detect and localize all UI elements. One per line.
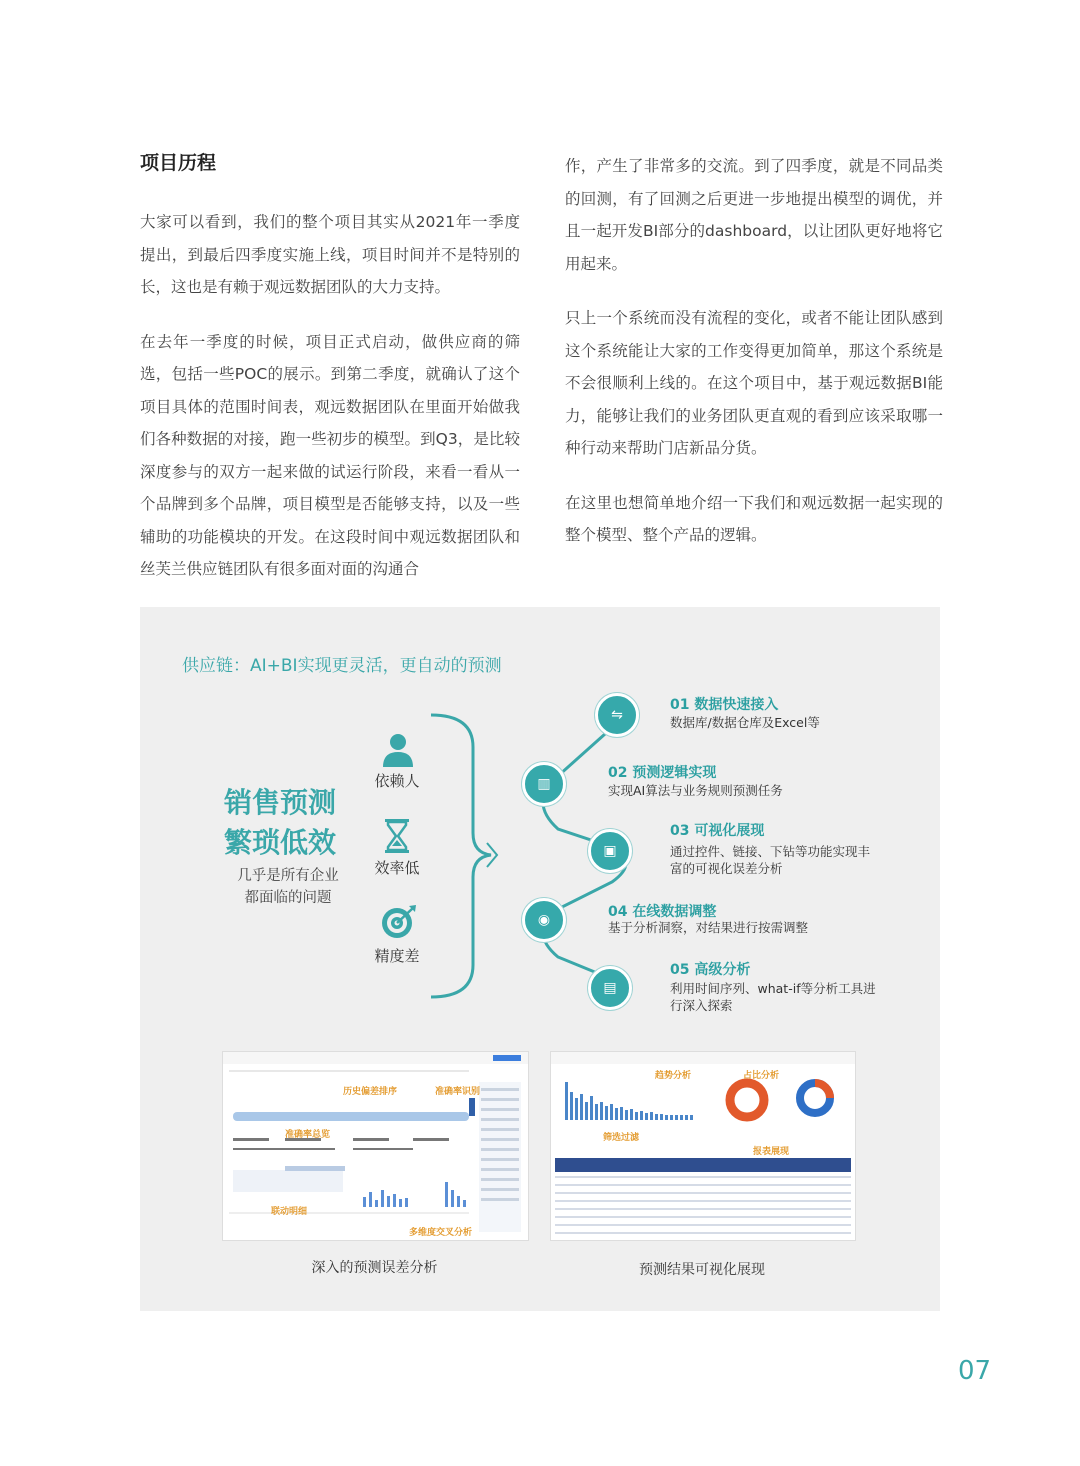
sub-title-line: 都面临的问题 <box>244 890 332 906</box>
hourglass-icon <box>385 819 409 853</box>
caption: 预测结果可视化展现 <box>639 1262 765 1278</box>
left-column <box>140 148 520 608</box>
feature-desc <box>670 980 876 1014</box>
dashboard-thumbnail-error-analysis <box>222 1051 529 1241</box>
big-title-line: 繁琐低效 <box>224 826 337 859</box>
online-adjust-icon: ◉ <box>522 898 566 942</box>
annotation-tag: 筛选过滤 <box>603 1133 640 1143</box>
sub-title-line: 几乎是所有企业 <box>237 868 339 884</box>
feature-desc-line: 通过控件、链接、下钻等功能实现丰 <box>670 844 871 859</box>
dashboard-thumbnail-visualization <box>550 1051 856 1241</box>
infographic-panel <box>140 607 940 1311</box>
big-title-line: 销售预测 <box>224 786 337 819</box>
dashboard-mockup <box>223 1052 528 1240</box>
feature-title: 05 高级分析 <box>670 962 751 978</box>
feature-desc: 基于分析洞察，对结果进行按需调整 <box>608 920 809 935</box>
feature-desc: 实现AI算法与业务规则预测任务 <box>608 783 783 798</box>
visual-board-icon: ▣ <box>588 829 632 873</box>
sub-title <box>228 865 348 909</box>
feature-desc <box>670 843 870 877</box>
annotation-tag: 准确率识别 <box>435 1087 481 1097</box>
feature-title: 03 可视化展现 <box>670 823 765 839</box>
problem-label: 精度差 <box>374 947 420 965</box>
data-connect-icon: ⇋ <box>595 693 639 737</box>
right-column <box>565 150 943 574</box>
annotation-tag: 多维度交叉分析 <box>409 1228 473 1238</box>
paragraph: 在去年一季度的时候，项目正式启动，做供应商的筛选，包括一些POC的展示。到第二季度，就确认了这个项目具体的范围时间表，观远数据团队在里面开始做我们各种数据的对接，跑一些初步的模型。到Q3，是比较深度参与的双方一起来做的试运行阶段，来看一看从一个品牌到多个品牌，项目模型是否能够支持，以及一些辅助的功能模块的开发。在这段时间中观远数据团队和丝芙兰供应链团队有很多面对面的沟通合 <box>140 332 520 578</box>
annotation-tag: 趋势分析 <box>655 1071 692 1081</box>
feature-desc-line: 利用时间序列、what-if等分析工具进 <box>670 981 876 996</box>
feature-desc-line: 行深入探索 <box>670 998 733 1013</box>
annotation-tag: 报表展现 <box>753 1147 790 1157</box>
caption: 深入的预测误差分析 <box>311 1260 438 1276</box>
annotation-tag: 联动明细 <box>271 1207 308 1217</box>
feature-title: 02 预测逻辑实现 <box>608 765 717 781</box>
paragraph: 只上一个系统而没有流程的变化，或者不能让团队感到这个系统能让大家的工作变得更加简单，那这个系统是不会很顺利上线的。在这个项目中，基于观远数据BI能力，能够让我们的业务团队更直观的看到应该采取哪一种行动来帮助门店新品分货。 <box>565 309 943 457</box>
page-number: 07 <box>958 1356 992 1386</box>
section-heading: 项目历程 <box>140 152 217 174</box>
target-icon <box>380 904 418 940</box>
problem-label: 效率低 <box>374 859 420 877</box>
paragraph: 在这里也想简单地介绍一下我们和观远数据一起实现的整个模型、整个产品的逻辑。 <box>565 493 943 544</box>
annotation-tag: 历史偏差排序 <box>343 1087 398 1097</box>
annotation-tag: 准确率总览 <box>285 1130 331 1140</box>
feature-desc-line: 富的可视化误差分析 <box>670 861 783 876</box>
advanced-analysis-icon: ▤ <box>588 966 632 1010</box>
feature-title: 01 数据快速接入 <box>670 697 779 713</box>
feature-desc: 数据库/数据仓库及Excel等 <box>670 715 820 730</box>
paragraph: 大家可以看到，我们的整个项目其实从2021年一季度提出，到最后四季度实施上线，项目时间并不是特别的长，这也是有赖于观远数据团队的大力支持。 <box>140 213 520 296</box>
logic-chart-icon: ▥ <box>522 762 566 806</box>
annotation-tag: 占比分析 <box>743 1071 780 1081</box>
dashboard-mockup <box>551 1052 855 1240</box>
panel-title: 供应链：AI+BI实现更灵活，更自动的预测 <box>182 656 502 676</box>
paragraph: 作，产生了非常多的交流。到了四季度，就是不同品类的回测，有了回测之后更进一步地提出模型的调优，并且一起开发BI部分的dashboard，以让团队更好地将它用起来。 <box>565 157 943 273</box>
person-icon <box>382 733 414 767</box>
feature-title: 04 在线数据调整 <box>608 904 717 920</box>
big-title <box>224 783 336 863</box>
problem-label: 依赖人 <box>374 772 420 790</box>
